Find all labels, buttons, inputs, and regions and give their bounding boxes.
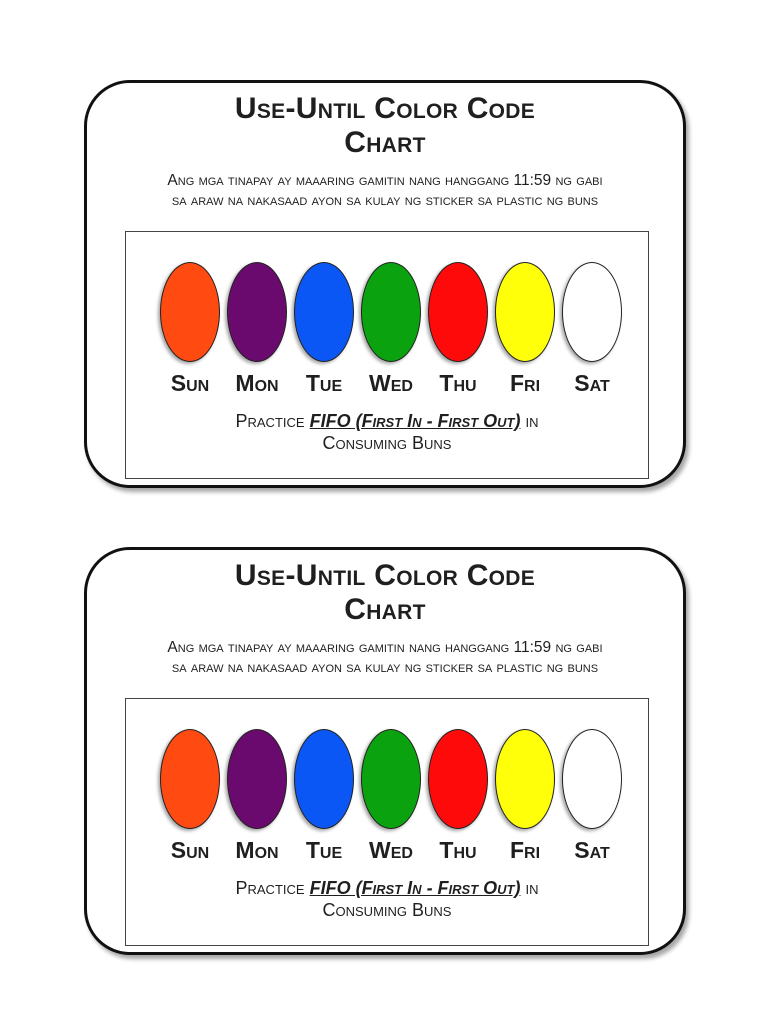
day-mon — [227, 729, 287, 863]
day-sat — [562, 262, 622, 396]
title-line-1: Use-Until Color Code — [234, 92, 536, 125]
color-swatch-tue — [294, 262, 354, 362]
day-wed — [361, 729, 421, 863]
color-swatch-thu — [428, 262, 488, 362]
title-line-2: Chart — [344, 126, 426, 159]
practice-suffix: in — [525, 411, 539, 431]
day-wed — [361, 262, 421, 396]
fifo-emphasis: FIFO (First In - First Out) — [309, 411, 521, 431]
day-fri — [495, 729, 555, 863]
color-panel — [125, 698, 649, 946]
color-code-card — [84, 80, 686, 488]
day-label-sun: Sun — [170, 837, 210, 863]
day-sun — [160, 262, 220, 396]
day-label-sat: Sat — [574, 370, 610, 396]
day-tue — [294, 729, 354, 863]
note-line-2: sa araw na nakasaad ayon sa kulay ng sticker sa plastic ng buns — [171, 192, 599, 209]
color-swatch-sun — [160, 729, 220, 829]
day-label-tue: Tue — [305, 370, 343, 396]
fifo-line-2: Consuming Buns — [322, 900, 452, 920]
day-color-row — [160, 262, 622, 396]
color-swatch-sun — [160, 262, 220, 362]
day-label-wed: Wed — [369, 837, 413, 863]
day-label-mon: Mon — [235, 370, 279, 396]
day-label-tue: Tue — [305, 837, 343, 863]
day-sat — [562, 729, 622, 863]
color-swatch-thu — [428, 729, 488, 829]
day-label-thu: Thu — [439, 837, 477, 863]
practice-prefix: Practice — [235, 411, 305, 431]
note-line-2: sa araw na nakasaad ayon sa kulay ng sticker sa plastic ng buns — [171, 659, 599, 676]
day-label-thu: Thu — [439, 370, 477, 396]
instruction-note — [87, 171, 683, 211]
day-thu — [428, 262, 488, 396]
fifo-line-2: Consuming Buns — [322, 433, 452, 453]
fifo-line-1 — [126, 410, 648, 432]
day-label-wed: Wed — [369, 370, 413, 396]
practice-prefix: Practice — [235, 878, 305, 898]
color-swatch-mon — [227, 729, 287, 829]
fifo-line-1 — [126, 877, 648, 899]
title-line-2: Chart — [344, 593, 426, 626]
color-swatch-fri — [495, 262, 555, 362]
day-thu — [428, 729, 488, 863]
color-swatch-sat — [562, 262, 622, 362]
color-swatch-fri — [495, 729, 555, 829]
color-swatch-wed — [361, 262, 421, 362]
day-label-fri: Fri — [509, 837, 541, 863]
day-tue — [294, 262, 354, 396]
fifo-emphasis: FIFO (First In - First Out) — [309, 878, 521, 898]
day-mon — [227, 262, 287, 396]
day-label-sat: Sat — [574, 837, 610, 863]
day-label-fri: Fri — [509, 370, 541, 396]
fifo-reminder — [126, 410, 648, 454]
day-color-row — [160, 729, 622, 863]
practice-suffix: in — [525, 878, 539, 898]
color-swatch-mon — [227, 262, 287, 362]
card-title — [87, 92, 683, 160]
note-line-1: Ang mga tinapay ay maaaring gamitin nang hanggang 11:59 ng gabi — [167, 172, 603, 189]
day-fri — [495, 262, 555, 396]
title-line-1: Use-Until Color Code — [234, 559, 536, 592]
day-label-sun: Sun — [170, 370, 210, 396]
card-title — [87, 559, 683, 627]
color-panel — [125, 231, 649, 479]
fifo-reminder — [126, 877, 648, 921]
color-code-card — [84, 547, 686, 955]
day-label-mon: Mon — [235, 837, 279, 863]
day-sun — [160, 729, 220, 863]
color-swatch-wed — [361, 729, 421, 829]
note-line-1: Ang mga tinapay ay maaaring gamitin nang hanggang 11:59 ng gabi — [167, 639, 603, 656]
color-swatch-sat — [562, 729, 622, 829]
color-swatch-tue — [294, 729, 354, 829]
instruction-note — [87, 638, 683, 678]
